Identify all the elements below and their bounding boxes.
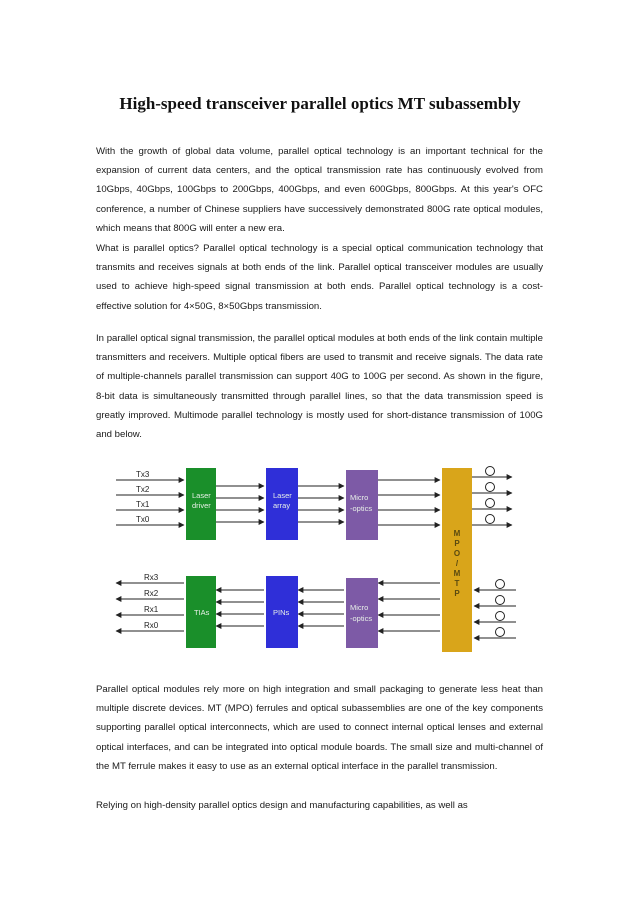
svg-text:-optics: -optics xyxy=(350,504,373,513)
svg-text:array: array xyxy=(273,501,291,510)
pins-label: PINs xyxy=(273,608,290,617)
tx-fiber-end xyxy=(486,467,495,476)
paragraph-relying: Relying on high-density parallel optics design and manufacturing capabilities, as well as xyxy=(96,800,468,811)
rx-label: Rx1 xyxy=(144,605,159,614)
svg-text:P: P xyxy=(454,539,460,548)
rx-fiber-end xyxy=(496,596,505,605)
rx-fiber-end xyxy=(496,628,505,637)
svg-text:-optics: -optics xyxy=(350,614,373,623)
fiber-ends xyxy=(486,467,505,637)
paragraph-what-is-parallel-optics: What is parallel optics? Parallel optical technology is a special optical communication technology that transmits and receives signals at both ends of the link. Parallel optical transceiver modules are usually used to achieve high-speed signal transmission at both ends. Parallel optical technology is a cost-effective solution for 4×50G, 8×50Gbps transmission. xyxy=(96,243,543,312)
svg-text:O: O xyxy=(453,549,461,558)
tx-fiber-end xyxy=(486,483,495,492)
svg-text:P: P xyxy=(454,589,460,598)
paragraph-intro: With the growth of global data volume, parallel optical technology is an important technical for the expansion of current data centers, and the optical transmission rate has continuously evolved from 10Gbps, 40Gbps, 100Gbps to 200Gbps, 400Gbps, and even 600Gbps, 800Gbps. At this year's OFC conference, a number of Chinese suppliers have successively demonstrated 800G rate optical modules, which means that 800G will enter a new era. xyxy=(96,146,543,234)
rx-label: Rx3 xyxy=(144,573,159,582)
svg-text:M: M xyxy=(453,569,461,578)
micro-optics-bottom-block xyxy=(346,578,378,648)
tx-fiber-end xyxy=(486,499,495,508)
svg-text:/: / xyxy=(455,559,459,568)
svg-text:M: M xyxy=(453,529,461,538)
page-title: High-speed transceiver parallel optics MT subassembly xyxy=(119,94,521,113)
tias-label: TIAs xyxy=(194,608,210,617)
rx-label: Rx0 xyxy=(144,621,159,630)
paragraph-parallel-transmission: In parallel optical signal transmission, the parallel optical modules at both ends of the link contain multiple transmitters and receivers. Multiple optical fibers are used to transmit and receive signals. The data rate of multiple-channels parallel transmission can support 40G to 100G per second. As shown in the figure, 8-bit data is simultaneously transmitted through parallel lines, so that the data transmission speed is greatly improved. Multimode parallel technology is mostly used for short-distance transmission of 100G and below. xyxy=(96,333,543,441)
svg-text:Micro: Micro xyxy=(350,493,369,502)
paragraph-mt-ferrule: Parallel optical modules rely more on high integration and small packaging to generate less heat than multiple discrete devices. MT (MPO) ferrules and optical subassemblies are one of the key components supporting parallel optical interconnects, which are used to connect internal optical lenses and external optical interfaces, and can be integrated into optical module boards. The small size and multi-channel of the MT ferrule makes it easy to use as an external optical interface in the parallel transmission. xyxy=(96,684,543,772)
rx-fiber-end xyxy=(496,580,505,589)
svg-text:T: T xyxy=(454,579,460,588)
svg-text:Micro: Micro xyxy=(350,603,369,612)
tx-label: Tx1 xyxy=(136,500,150,509)
rx-label: Rx2 xyxy=(144,589,159,598)
tx-label: Tx2 xyxy=(136,485,150,494)
rx-fiber-end xyxy=(496,612,505,621)
laser-driver-label: Laser xyxy=(192,491,211,500)
tx-label: Tx3 xyxy=(136,470,150,479)
svg-text:driver: driver xyxy=(192,501,211,510)
parallel-optics-diagram xyxy=(112,458,522,658)
svg-text:Laser: Laser xyxy=(273,491,292,500)
tx-fiber-end xyxy=(486,515,495,524)
tx-label: Tx0 xyxy=(136,515,150,524)
